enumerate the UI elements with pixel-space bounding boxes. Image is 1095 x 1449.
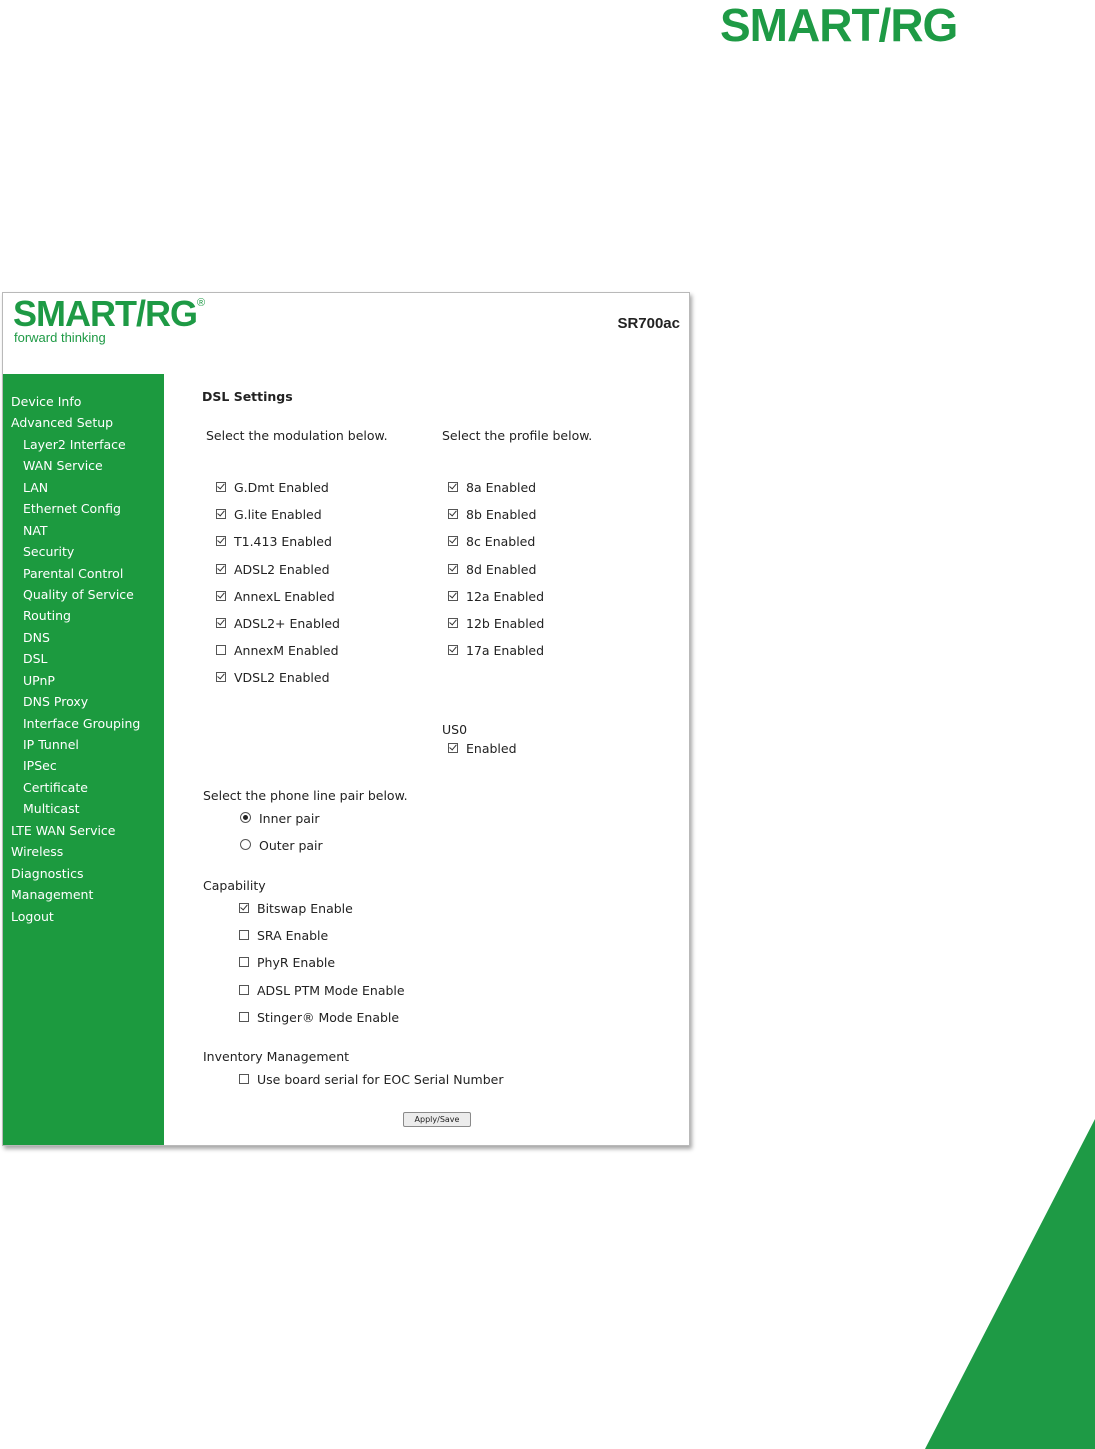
modulation-label: G.lite Enabled xyxy=(234,507,322,523)
profile-checkbox-0[interactable] xyxy=(448,482,458,492)
profile-label: 12a Enabled xyxy=(466,588,545,604)
sidebar-item-security[interactable]: Security xyxy=(23,544,75,560)
profile-checkbox-3[interactable] xyxy=(448,564,458,574)
modulation-label: T1.413 Enabled xyxy=(234,534,332,550)
capability-checkbox-4[interactable] xyxy=(239,1012,249,1022)
sidebar-item-logout[interactable]: Logout xyxy=(11,908,54,924)
capability-checkbox-1[interactable] xyxy=(239,930,249,940)
sidebar-item-ip-tunnel[interactable]: IP Tunnel xyxy=(23,737,79,752)
modulation-prompt: Select the modulation below. xyxy=(206,428,388,443)
modulation-checkbox-6[interactable] xyxy=(216,645,226,655)
sidebar-item-management[interactable]: Management xyxy=(11,887,94,903)
inner-pair-label: Inner pair xyxy=(259,811,320,826)
capability-label: Stinger® Mode Enable xyxy=(257,1009,400,1025)
router-logo xyxy=(13,293,204,335)
board-serial-checkbox[interactable] xyxy=(239,1074,249,1084)
router-logo-text: SMART/RG xyxy=(13,293,197,334)
inner-pair-radio[interactable] xyxy=(240,812,251,823)
profile-checkbox-1[interactable] xyxy=(448,509,458,519)
us0-enabled-label: Enabled xyxy=(466,741,517,756)
sidebar-item-certificate[interactable]: Certificate xyxy=(23,779,88,795)
modulation-label: AnnexL Enabled xyxy=(234,588,335,604)
corner-triangle-decoration xyxy=(925,1119,1095,1449)
inventory-heading: Inventory Management xyxy=(203,1049,350,1064)
sidebar-item-diagnostics[interactable]: Diagnostics xyxy=(11,865,84,881)
modulation-label: G.Dmt Enabled xyxy=(234,480,329,495)
us0-enabled-checkbox[interactable] xyxy=(448,743,458,753)
sidebar-item-upnp[interactable]: UPnP xyxy=(23,672,55,688)
sidebar-item-dns-proxy[interactable]: DNS Proxy xyxy=(23,694,89,710)
us0-heading: US0 xyxy=(442,722,468,737)
profile-label: 8c Enabled xyxy=(466,534,536,550)
profile-label: 8a Enabled xyxy=(466,480,537,495)
page-title: DSL Settings xyxy=(202,389,293,404)
sidebar-item-ethernet-config[interactable]: Ethernet Config xyxy=(23,501,121,517)
sidebar-item-advanced-setup[interactable]: Advanced Setup xyxy=(11,415,114,431)
sidebar-item-layer2-interface[interactable]: Layer2 Interface xyxy=(23,436,126,452)
sidebar-item-dns[interactable]: DNS xyxy=(23,629,50,645)
modulation-label: ADSL2 Enabled xyxy=(234,561,330,577)
capability-label: ADSL PTM Mode Enable xyxy=(257,982,405,998)
profile-label: 8b Enabled xyxy=(466,507,537,523)
sidebar-nav xyxy=(3,374,164,927)
model-name: SR700ac xyxy=(617,315,680,332)
modulation-checkbox-0[interactable] xyxy=(216,482,226,492)
capability-checkbox-2[interactable] xyxy=(239,957,249,967)
router-tagline: forward thinking xyxy=(14,330,106,345)
capability-checkbox-0[interactable] xyxy=(239,903,249,913)
sidebar-item-ipsec[interactable]: IPSec xyxy=(23,758,57,774)
profile-checkbox-5[interactable] xyxy=(448,618,458,628)
phone-line-prompt: Select the phone line pair below. xyxy=(203,788,408,803)
modulation-checkbox-7[interactable] xyxy=(216,672,226,682)
sidebar-item-dsl[interactable]: DSL xyxy=(23,651,48,667)
sidebar-item-wan-service[interactable]: WAN Service xyxy=(23,458,103,474)
capability-checkbox-3[interactable] xyxy=(239,985,249,995)
sidebar-item-quality-of-service[interactable]: Quality of Service xyxy=(23,586,134,602)
sidebar xyxy=(3,374,164,1145)
modulation-checkbox-2[interactable] xyxy=(216,536,226,546)
sidebar-item-nat[interactable]: NAT xyxy=(23,522,48,538)
profile-checkbox-6[interactable] xyxy=(448,645,458,655)
apply-save-button[interactable]: Apply/Save xyxy=(403,1112,471,1127)
modulation-label: AnnexM Enabled xyxy=(234,643,339,659)
modulation-checkbox-3[interactable] xyxy=(216,564,226,574)
sidebar-item-lan[interactable]: LAN xyxy=(23,479,49,495)
board-serial-label: Use board serial for EOC Serial Number xyxy=(257,1072,504,1087)
sidebar-item-routing[interactable]: Routing xyxy=(23,608,71,624)
sidebar-item-wireless[interactable]: Wireless xyxy=(11,844,64,860)
modulation-label: ADSL2+ Enabled xyxy=(234,616,340,631)
profile-label: 12b Enabled xyxy=(466,616,545,631)
profile-prompt: Select the profile below. xyxy=(442,428,593,443)
outer-pair-radio[interactable] xyxy=(240,839,251,850)
registered-mark: ® xyxy=(197,297,205,309)
profile-checkbox-4[interactable] xyxy=(448,591,458,601)
modulation-checkbox-1[interactable] xyxy=(216,509,226,519)
page-brand-logo: SMART/RG xyxy=(720,0,958,51)
sidebar-item-multicast[interactable]: Multicast xyxy=(23,801,80,817)
router-header xyxy=(3,293,689,374)
sidebar-item-lte-wan-service[interactable]: LTE WAN Service xyxy=(11,822,116,838)
sidebar-item-interface-grouping[interactable]: Interface Grouping xyxy=(23,715,141,731)
capability-label: PhyR Enable xyxy=(257,955,336,971)
router-admin-screenshot xyxy=(2,292,690,1146)
capability-heading: Capability xyxy=(203,878,266,893)
modulation-checkbox-5[interactable] xyxy=(216,618,226,628)
sidebar-item-device-info[interactable]: Device Info xyxy=(11,394,82,409)
modulation-label: VDSL2 Enabled xyxy=(234,670,330,686)
profile-label: 17a Enabled xyxy=(466,643,545,659)
capability-label: SRA Enable xyxy=(257,928,329,944)
profile-label: 8d Enabled xyxy=(466,561,537,577)
capability-label: Bitswap Enable xyxy=(257,901,353,916)
dsl-settings-panel xyxy=(164,374,689,1145)
profile-checkbox-2[interactable] xyxy=(448,536,458,546)
modulation-checkbox-4[interactable] xyxy=(216,591,226,601)
outer-pair-label: Outer pair xyxy=(259,838,323,853)
sidebar-item-parental-control[interactable]: Parental Control xyxy=(23,565,124,581)
